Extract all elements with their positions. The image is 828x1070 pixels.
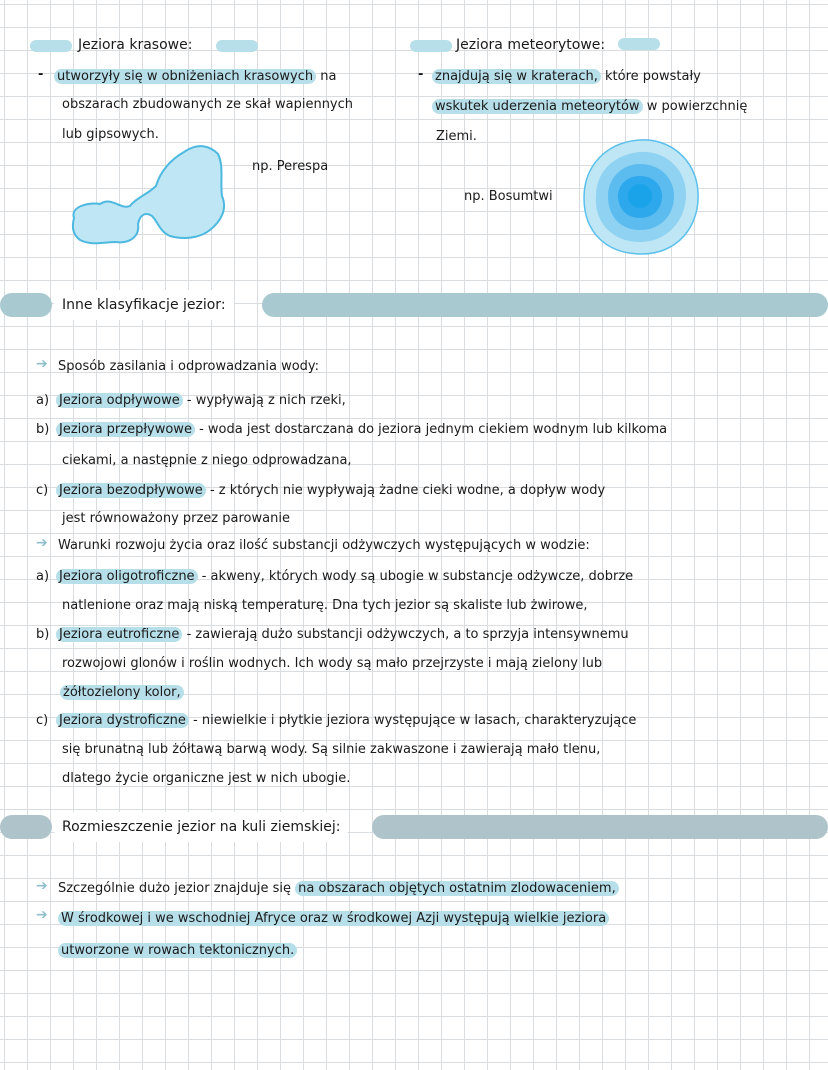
bullet-dash: -	[418, 67, 424, 82]
crater-center	[628, 184, 652, 208]
zasilanie-item-b-cont: ciekami, a następnie z niego odprowadzana,	[62, 453, 352, 468]
list-marker-a: a)	[36, 393, 50, 408]
rozwoj-heading: Warunki rozwoju życia oraz ilość substancji odżywczych występujących w wodzie:	[58, 538, 590, 553]
rozmieszczenie-p2: W środkowej i we wschodniej Afryce oraz w środkowej Azji występują wielkie jeziora	[58, 910, 609, 928]
section-band-left	[0, 815, 52, 839]
karst-lake-illustration	[60, 136, 240, 256]
list-marker-a: a)	[36, 569, 50, 584]
meteorytowe-example: np. Bosumtwi	[464, 189, 553, 204]
karst-lake-shape	[73, 146, 224, 243]
meteorytowe-title: Jeziora meteorytowe:	[456, 37, 606, 53]
krasowe-line2: obszarach zbudowanych ze skał wapiennych	[62, 97, 354, 112]
rozwoj-item-c: Jeziora dystroficzne - niewielkie i płytkie jeziora występujące w lasach, charakteryzujące	[56, 712, 636, 730]
rozwoj-item-a: Jeziora oligotroficzne - akweny, których wody są ubogie w substancje odżywcze, dobrze	[56, 568, 633, 586]
rozmieszczenie-p2-cont: utworzone w rowach tektonicznych.	[58, 942, 297, 960]
arrow-icon: ➔	[36, 535, 48, 551]
zasilanie-item-a: Jeziora odpływowe - wypływają z nich rzeki,	[56, 392, 346, 410]
zasilanie-item-b: Jeziora przepływowe - woda jest dostarczana do jeziora jednym ciekiem wodnym lub kilkoma	[56, 421, 667, 439]
section-band-right	[372, 815, 828, 839]
list-marker-c: c)	[36, 483, 49, 498]
rozwoj-item-b: Jeziora eutroficzne - zawierają dużo substancji odżywczych, a to sprzyja intensywnemu	[56, 626, 629, 644]
list-marker-b: b)	[36, 422, 50, 437]
krasowe-line3: lub gipsowych.	[62, 127, 159, 142]
meteorytowe-line1: znajdują się w kraterach, które powstały	[432, 68, 701, 86]
krasowe-title: Jeziora krasowe:	[78, 37, 193, 53]
krasowe-example: np. Perespa	[252, 159, 329, 174]
section-title-klasyfikacje: Inne klasyfikacje jezior:	[54, 290, 234, 320]
term-highlight: Jeziora przepływowe	[56, 422, 195, 437]
bullet-dash: -	[38, 67, 44, 82]
krasowe-line1: utworzyły się w obniżeniach krasowych na	[54, 68, 336, 86]
zasilanie-item-c: Jeziora bezodpływowe - z których nie wypływają żadne cieki wodne, a dopływ wody	[56, 482, 605, 500]
section-band-left	[0, 293, 52, 317]
section-title-rozmieszczenie: Rozmieszczenie jezior na kuli ziemskiej:	[54, 812, 348, 842]
title-decoration-pill	[30, 40, 72, 52]
rozwoj-item-c-cont: się brunatną lub żółtawą barwą wody. Są silnie zakwaszone i zawierają mało tlenu,	[62, 742, 601, 757]
arrow-icon: ➔	[36, 907, 48, 923]
arrow-icon: ➔	[36, 878, 48, 894]
list-marker-c: c)	[36, 713, 49, 728]
krasowe-highlight: utworzyły się w obniżeniach krasowych	[54, 69, 316, 84]
term-highlight: Jeziora dystroficzne	[56, 713, 189, 728]
term-highlight: Jeziora oligotroficzne	[56, 569, 198, 584]
section-band-right	[262, 293, 828, 317]
rozwoj-item-c-cont2: dlatego życie organiczne jest w nich ubogie.	[62, 771, 351, 786]
title-decoration-pill	[618, 38, 660, 50]
crater-lake-illustration	[580, 136, 702, 258]
meteorytowe-line2: wskutek uderzenia meteorytów w powierzchnię	[432, 98, 747, 116]
term-highlight: Jeziora eutroficzne	[56, 627, 182, 642]
title-decoration-pill	[216, 40, 258, 52]
zasilanie-item-c-cont: jest równoważony przez parowanie	[62, 511, 290, 526]
term-highlight: Jeziora bezodpływowe	[56, 483, 206, 498]
meteorytowe-line3: Ziemi.	[436, 129, 477, 144]
title-decoration-pill	[410, 40, 452, 52]
term-highlight: Jeziora odpływowe	[56, 393, 183, 408]
rozwoj-item-b-cont2: żółtozielony kolor,	[60, 684, 184, 702]
rozwoj-item-b-cont: rozwojowi glonów i roślin wodnych. Ich wody są mało przejrzyste i mają zielony lub	[62, 656, 603, 671]
list-marker-b: b)	[36, 627, 50, 642]
zasilanie-heading: Sposób zasilania i odprowadzania wody:	[58, 359, 320, 374]
rozmieszczenie-p1: Szczególnie dużo jezior znajduje się na obszarach objętych ostatnim zlodowaceniem,	[58, 880, 619, 898]
arrow-icon: ➔	[36, 356, 48, 372]
rozwoj-item-a-cont: natlenione oraz mają niską temperaturę. Dna tych jezior są skaliste lub żwirowe,	[62, 598, 588, 613]
